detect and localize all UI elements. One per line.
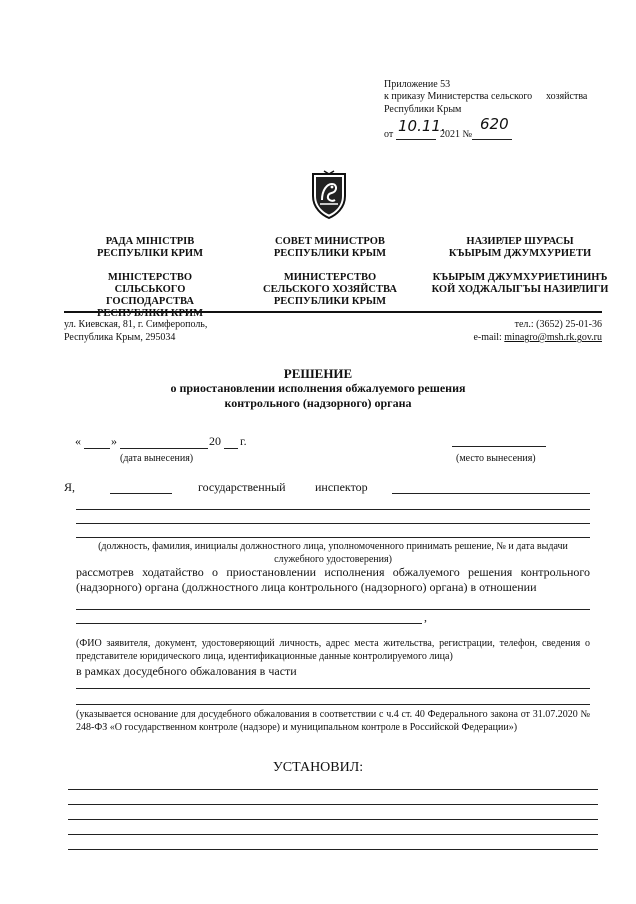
header-divider [64, 311, 602, 313]
date-day-line [84, 448, 110, 449]
header-left-line2: РЕСПУБЛІКИ КРИМ [97, 248, 203, 259]
header-right-line2: КЪЫРЫМ ДЖУМХУРИЕТИ [448, 248, 592, 259]
address-email-row [473, 331, 602, 344]
considered-text: рассмотрев ходатайство о приостановлении исполнения обжалуемого решения контрольного (надзорного) органа (должностного лица контрольного (надзорного) органа) в отношении [76, 565, 590, 594]
header-left-line6: РЕСПУБЛІКИ КРИМ [97, 308, 203, 319]
header-center-line5: РЕСПУБЛИКИ КРЫМ [273, 296, 387, 307]
blank-line [68, 819, 598, 820]
crimea-emblem-icon [310, 170, 348, 220]
header-center-line3: МИНИСТЕРСТВО [283, 272, 377, 283]
header-center-column [245, 236, 415, 308]
position-note-1: (должность, фамилия, инициалы должностного лица, уполномоченного принимать решение, № и дата выдачи [98, 541, 568, 552]
inspector-position-line [392, 493, 590, 494]
appendix-line2: к приказу Министерства сельского [384, 91, 533, 102]
blank-line [76, 704, 590, 705]
appendix-number-handwritten: 620 [480, 115, 509, 133]
inspector-ya: Я, [64, 480, 76, 494]
date-close-quote: » [111, 434, 117, 448]
place-line [452, 446, 546, 447]
basis-note: (указывается основание для досудебного обжалования в соответствии с ч.4 ст. 40 Федерального закона от 31.07.2020 № 248-ФЗ «О государственном контроле (надзоре) и муниципальном контроле в Российской Федерации») [76, 709, 590, 733]
date-year-prefix: 20 [209, 434, 221, 448]
date-year-line [224, 448, 238, 449]
address-left-line2: Республика Крым, 295034 [64, 332, 176, 343]
doc-title: РЕШЕНИЕ [283, 366, 353, 381]
address-left-line1: ул. Киевская, 81, г. Симферополь, [64, 319, 208, 330]
blank-line [76, 623, 422, 624]
header-left-line3: МІНІСТЕРСТВО [107, 272, 193, 283]
address-email-prefix: e-mail: [473, 332, 505, 343]
header-left-line5: ГОСПОДАРСТВА [106, 296, 194, 307]
inspector-gos: государственный [198, 480, 286, 494]
blank-line [76, 688, 590, 689]
header-left-line1: РАДА МІНІСТРІВ [105, 236, 195, 247]
header-right-line4: КОЙ ХОДЖАЛЫГЪЫ НАЗИРЛИГИ [431, 284, 609, 295]
appendix-from: от [384, 129, 394, 140]
blank-line [76, 523, 590, 524]
blank-line [76, 537, 590, 538]
blank-line [68, 849, 598, 850]
address-email-link[interactable]: minagro@msh.rk.gov.ru [504, 332, 602, 343]
appendix-line3: Республики Крым [384, 104, 462, 115]
date-caption: (дата вынесения) [120, 453, 194, 464]
doc-subtitle-2: контрольного (надзорного) органа [224, 396, 412, 410]
fio-note: (ФИО заявителя, документ, удостоверяющий личность, адрес места жительства, регистрации, телефон, сведения о представителе юридического лица, идентификационные данные контролируемого лица) [76, 638, 590, 662]
appendix-date-handwritten: 10.11. [398, 117, 446, 135]
inspector-insp: инспектор [315, 480, 368, 494]
appendix-number-line [472, 139, 512, 140]
position-note [76, 540, 590, 566]
appendix-line1: Приложение 53 [384, 79, 451, 90]
header-left-column [70, 236, 230, 320]
blank-line [76, 509, 590, 510]
header-center-line1: СОВЕТ МИНИСТРОВ [275, 236, 385, 247]
blank-line [68, 834, 598, 835]
date-open-quote: « [75, 434, 81, 448]
blank-line [68, 804, 598, 805]
appendix-year: 2021 № [440, 129, 473, 140]
established-heading: УСТАНОВИЛ: [272, 760, 364, 775]
comma: , [424, 610, 427, 624]
appendix-date-line [396, 139, 436, 140]
date-year-suffix: г. [240, 434, 247, 448]
appendix-line2b: хозяйства [546, 91, 588, 102]
header-right-line1: НАЗИРЛЕР ШУРАСЫ [466, 236, 574, 247]
blank-line [76, 609, 590, 610]
blank-line [68, 789, 598, 790]
header-center-line2: РЕСПУБЛИКИ КРЫМ [273, 248, 387, 259]
doc-subtitle-1: о приостановлении исполнения обжалуемого решения [170, 381, 466, 395]
within-text: в рамках досудебного обжалования в части [76, 664, 297, 678]
header-right-column [420, 236, 620, 296]
header-left-line4: СІЛЬСЬКОГО [114, 284, 186, 295]
header-center-line4: СЕЛЬСКОГО ХОЗЯЙСТВА [263, 284, 397, 295]
address-phone: тел.: (3652) 25-01-36 [514, 319, 602, 330]
position-note-2: служебного удостоверения) [274, 554, 392, 565]
header-right-line3: КЪЫРЫМ ДЖУМХУРИЕТИНИНЪ [432, 272, 608, 283]
inspector-name-line [110, 493, 172, 494]
date-month-line [120, 448, 208, 449]
place-caption: (место вынесения) [456, 453, 536, 464]
